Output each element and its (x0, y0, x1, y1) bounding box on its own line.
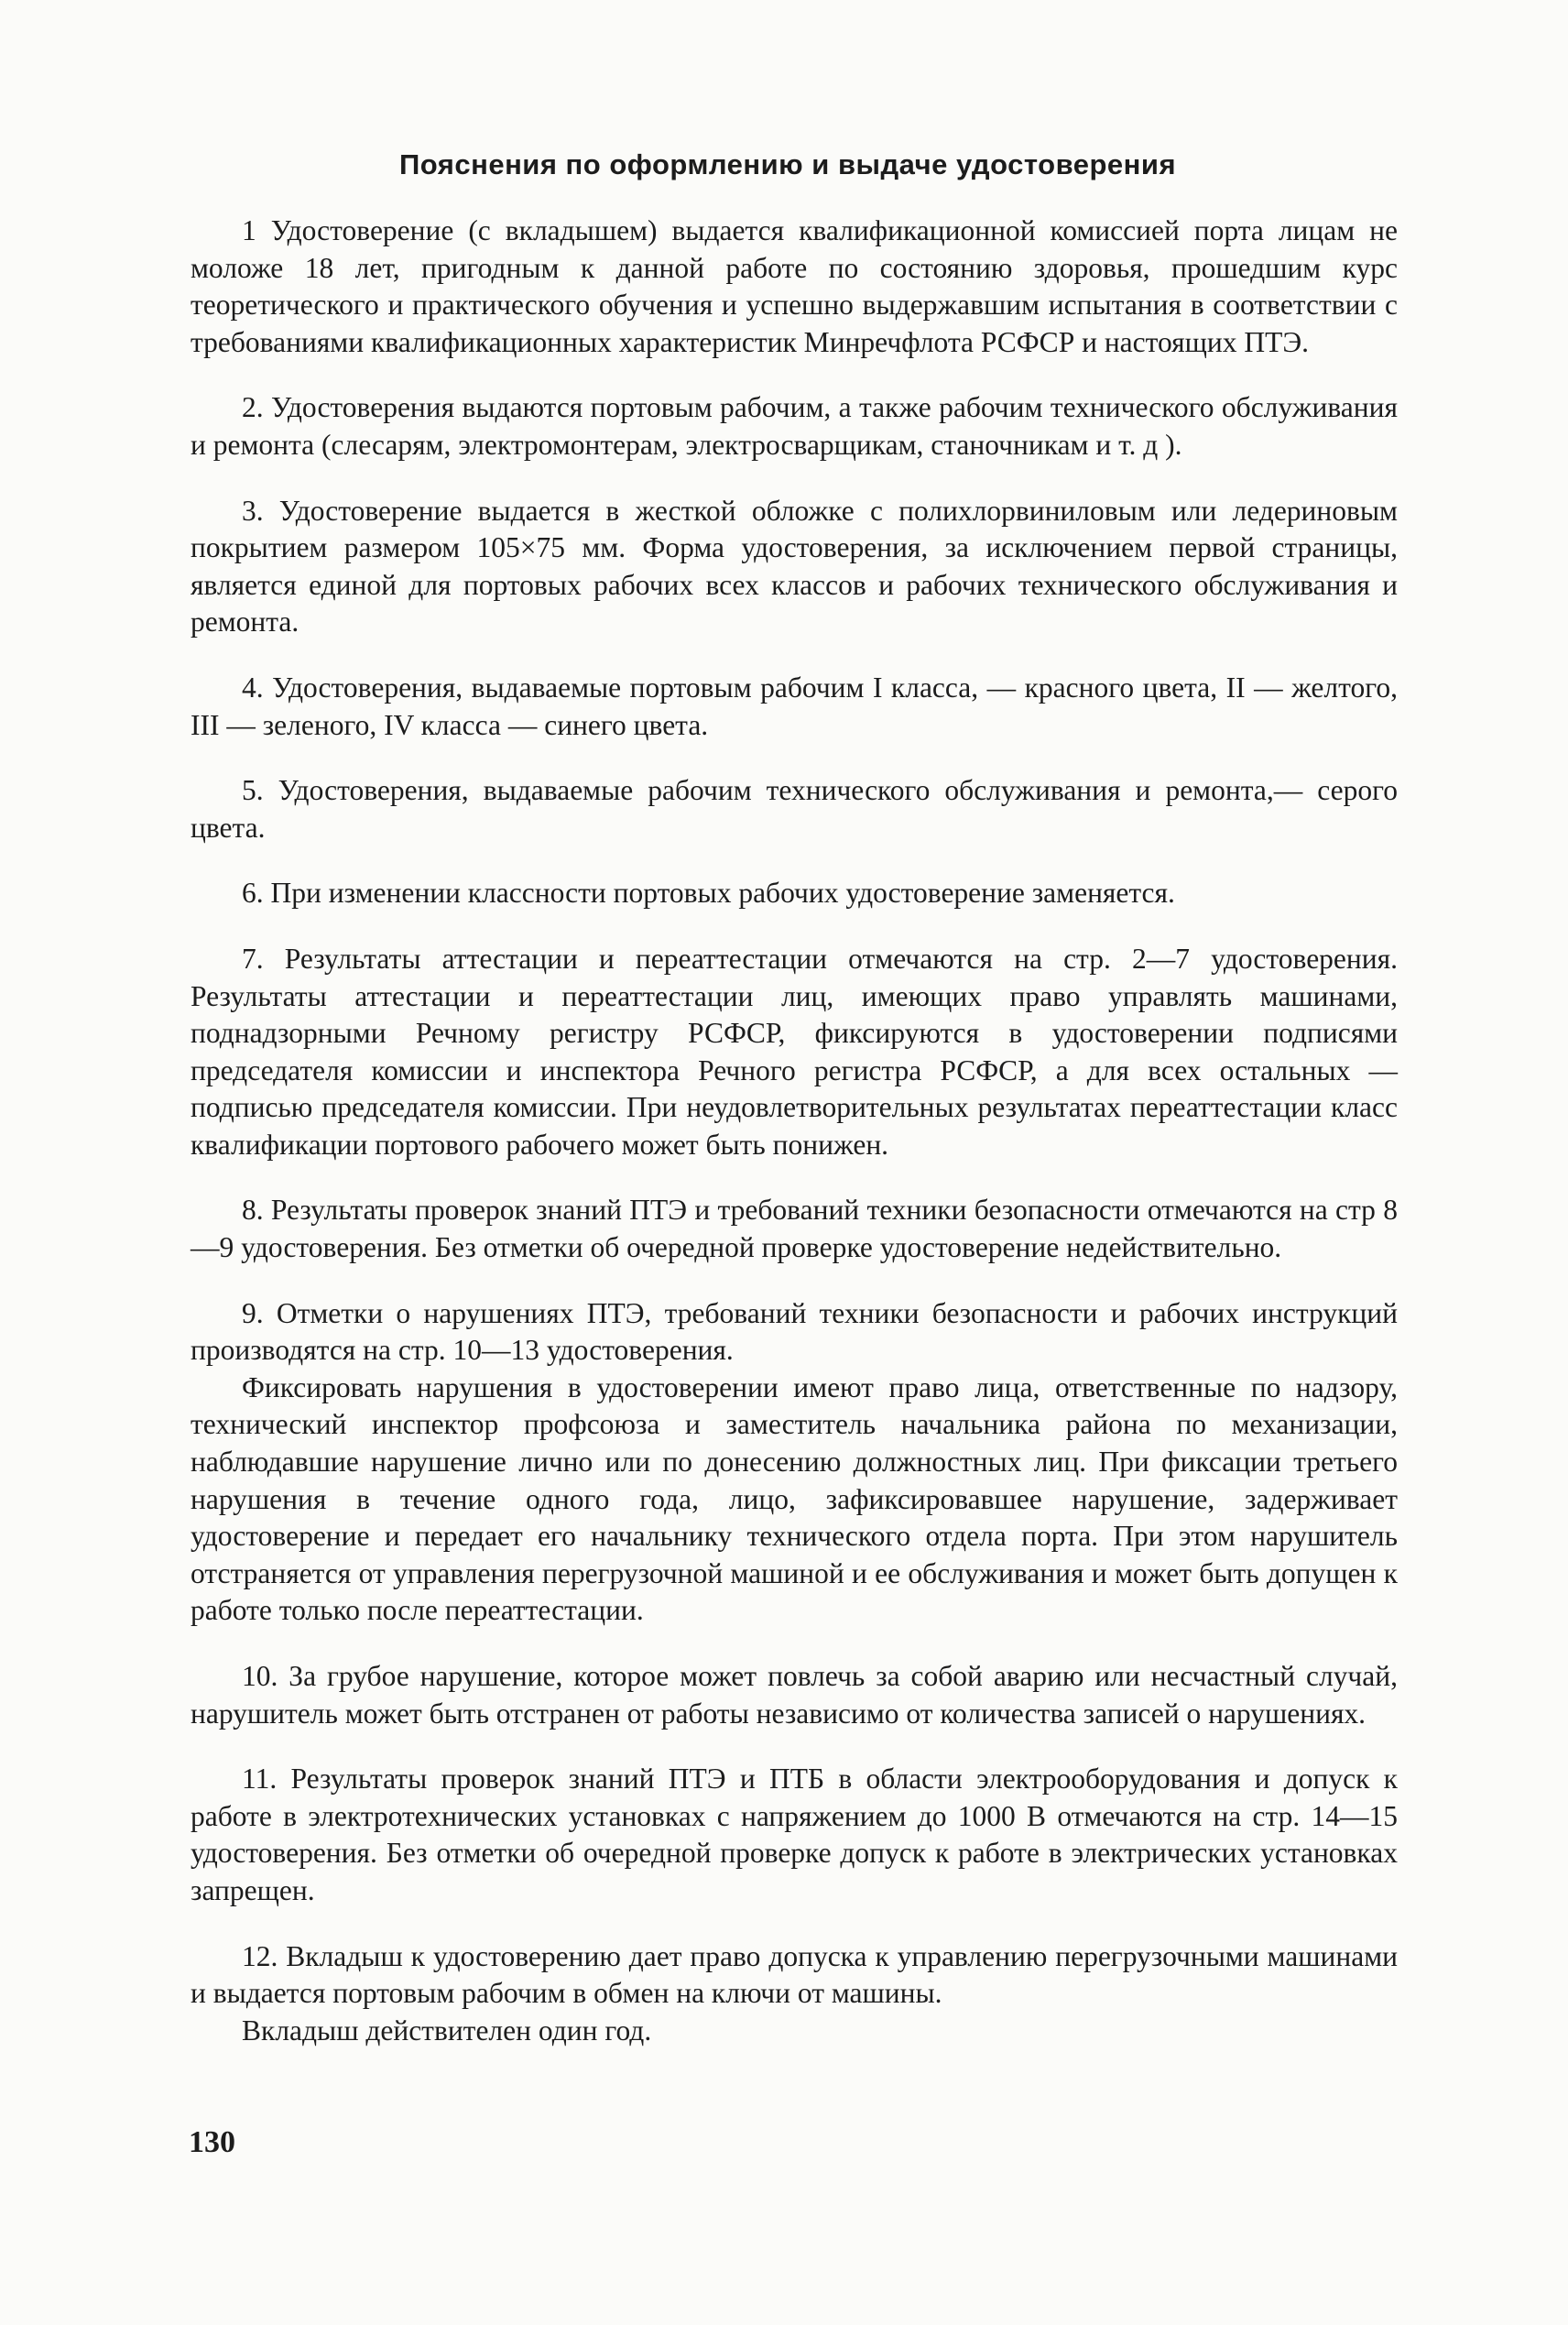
paragraph-7: 7. Результаты аттестации и переаттестации отмечаются на стр. 2—7 удостоверения. Результаты аттестации и переаттестации лиц, имеющих право управлять машинами, поднадзорными Речному регистру РСФСР, фиксируются в удостоверении подписями председателя комиссии и инспектора Речного регистра РСФСР, а для всех остальных — подписью председателя комиссии. При неудовлетворительных результатах переаттестации класс квалификации портового рабочего может быть понижен. (191, 942, 1398, 1161)
paragraph-6: 6. При изменении классности портовых рабочих удостоверение заменяется. (242, 877, 1175, 910)
page-title: Пояснения по оформлению и выдаче удостоверения (398, 148, 1177, 180)
paragraph-3: 3. Удостоверение выдается в жесткой обложке с полихлорвиниловым или ледериновым покрытием размером 105×75 мм. Форма удостоверения, за исключением первой страницы, является единой для портовых рабочих всех классов и рабочих технического обслуживания и ремонта. (191, 494, 1398, 639)
paragraph-12-continuation: Вкладыш действителен один год. (242, 2014, 652, 2047)
paragraph-4: 4. Удостоверения, выдаваемые портовым рабочим I класса, — красного цвета, II — желтого, III — зеленого, IV класса — синего цвета. (191, 671, 1398, 741)
paragraph-9: 9. Отметки о нарушениях ПТЭ, требований техники безопасности и рабочих инструкций производятся на стр. 10—13 удостоверения. (191, 1296, 1398, 1367)
page-number: 130 (189, 2125, 235, 2159)
document-body (191, 213, 1398, 2049)
paragraph-5: 5. Удостоверения, выдаваемые рабочим технического обслуживания и ремонта,— серого цвета. (191, 774, 1398, 844)
paragraph-9-continuation: Фиксировать нарушения в удостоверении имеют право лица, ответственные по надзору, технический инспектор профсоюза и заместитель начальника района по механизации, наблюдавшие нарушение лично или по донесению должностных лиц. При фиксации третьего нарушения в течение одного года, лицо, зафиксировавшее нарушение, задерживает удостоверение и передает его начальнику технического отдела порта. При этом нарушитель отстраняется от управления перегрузочной машиной и ее обслуживания и может быть допущен к работе только после переаттестации. (191, 1370, 1398, 1627)
paragraph-1: 1 Удостоверение (с вкладышем) выдается квалификационной комиссией порта лицам не моложе 18 лет, пригодным к данной работе по состоянию здоровья, прошедшим курс теоретического и практического обучения и успешно выдержавшим испытания в соответствии с требованиями квалификационных характеристик Минречфлота РСФСР и настоящих ПТЭ. (191, 214, 1398, 358)
paragraph-12: 12. Вкладыш к удостоверению дает право допуска к управлению перегрузочными машинами и выдается портовым рабочим в обмен на ключи от машины. (191, 1939, 1398, 2010)
paragraph-11: 11. Результаты проверок знаний ПТЭ и ПТБ в области электрооборудования и допуск к работе в электротехнических установках с напряжением до 1000 В отмечаются на стр. 14—15 удостоверения. Без отметки об очередной проверке допуск к работе в электрических установках запрещен. (191, 1763, 1398, 1906)
paragraph-2: 2. Удостоверения выдаются портовым рабочим, а также рабочим технического обслуживания и ремонта (слесарям, электромонтерам, электросварщикам, станочникам и т. д ). (191, 391, 1398, 461)
paragraph-10: 10. За грубое нарушение, которое может повлечь за собой аварию или несчастный случай, нарушитель может быть отстранен от работы независимо от количества записей о нарушениях. (191, 1660, 1398, 1730)
paragraph-8: 8. Результаты проверок знаний ПТЭ и требований техники безопасности отмечаются на стр 8—9 удостоверения. Без отметки об очередной проверке удостоверение недействительно. (191, 1194, 1398, 1264)
